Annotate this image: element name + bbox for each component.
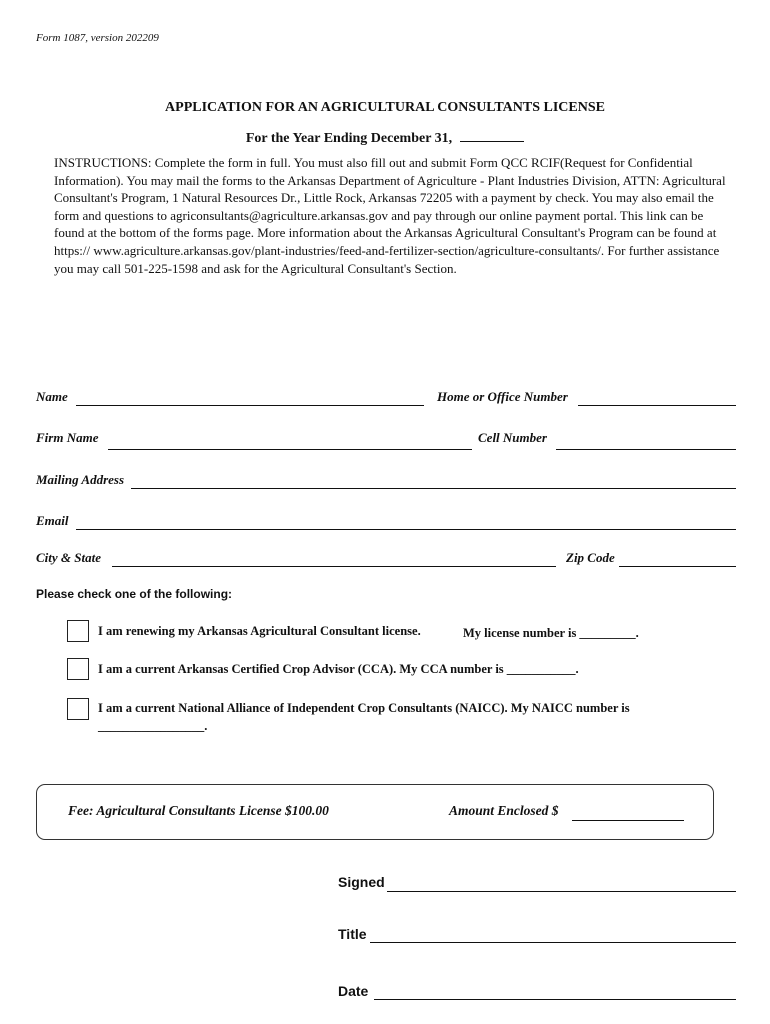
page-title: APPLICATION FOR AN AGRICULTURAL CONSULTANTS LICENSE [165,100,605,115]
instructions-paragraph: INSTRUCTIONS: Complete the form in full. You must also fill out and submit Form QCC RCIF(Request for Confidential Information). You may mail the forms to the Arkansas Department of Agriculture - Plant Industries Division, ATTN: Agricultural Consultant's Program, 1 Natural Resources Dr., Little Rock, Arkansas 72205 with a payment by check. You may also email the form and questions to agriconsultants@agriculture.arkansas.gov and pay through our online payment portal. This link can be found at the bottom of the forms page. More information about the Arkansas Agricultural Consultant's Program can be found at https:// www.agriculture.arkansas.gov/plant-industries/feed-and-fertilizer-section/agriculture-consultants/. For further assistance you may call 501-225-1598 and ask for the Agricultural Consultant's Section. [54,155,726,276]
amount-enclosed-label: Amount Enclosed $ [449,803,559,818]
naicc-option-text: I am a current National Alliance of Independent Crop Consultants (NAICC). My NAICC number is [98,701,630,715]
date-label: Date [338,983,369,999]
name-label: Name [36,389,68,404]
signed-label: Signed [338,874,385,890]
naicc-checkbox[interactable] [67,698,89,720]
check-instructions: Please check one of the following: [36,587,233,601]
title-field[interactable] [370,942,736,943]
mailing-address-label: Mailing Address [36,472,125,487]
amount-enclosed-field[interactable] [572,820,684,821]
home-office-label: Home or Office Number [437,389,568,404]
cell-label: Cell Number [478,430,547,445]
firm-name-field[interactable] [108,449,472,450]
zip-field[interactable] [619,566,736,567]
renewal-checkbox[interactable] [67,620,89,642]
email-label: Email [36,513,69,528]
home-office-field[interactable] [578,405,736,406]
naicc-number-blank: _________________. [98,719,208,733]
date-field[interactable] [374,999,736,1000]
firm-name-label: Firm Name [36,430,99,445]
mailing-address-field[interactable] [131,488,736,489]
email-field[interactable] [76,529,736,530]
page-subtitle [0,129,770,147]
renewal-option-text: I am renewing my Arkansas Agricultural Consultant license. [98,624,421,638]
city-state-field[interactable] [112,566,556,567]
fee-label: Fee: Agricultural Consultants License $100.00 [68,803,329,818]
title-label: Title [338,926,367,942]
city-state-label: City & State [36,550,101,565]
year-blank[interactable] [460,129,524,142]
license-number-text: My license number is _________. [463,626,639,640]
zip-label: Zip Code [566,550,615,565]
cell-field[interactable] [556,449,736,450]
cca-option-text: I am a current Arkansas Certified Crop Advisor (CCA). My CCA number is ___________. [98,662,579,676]
signature-field[interactable] [387,891,736,892]
subtitle-text: For the Year Ending December 31, [245,131,453,146]
cca-checkbox[interactable] [67,658,89,680]
name-field[interactable] [76,405,424,406]
form-version: Form 1087, version 202209 [36,32,159,44]
